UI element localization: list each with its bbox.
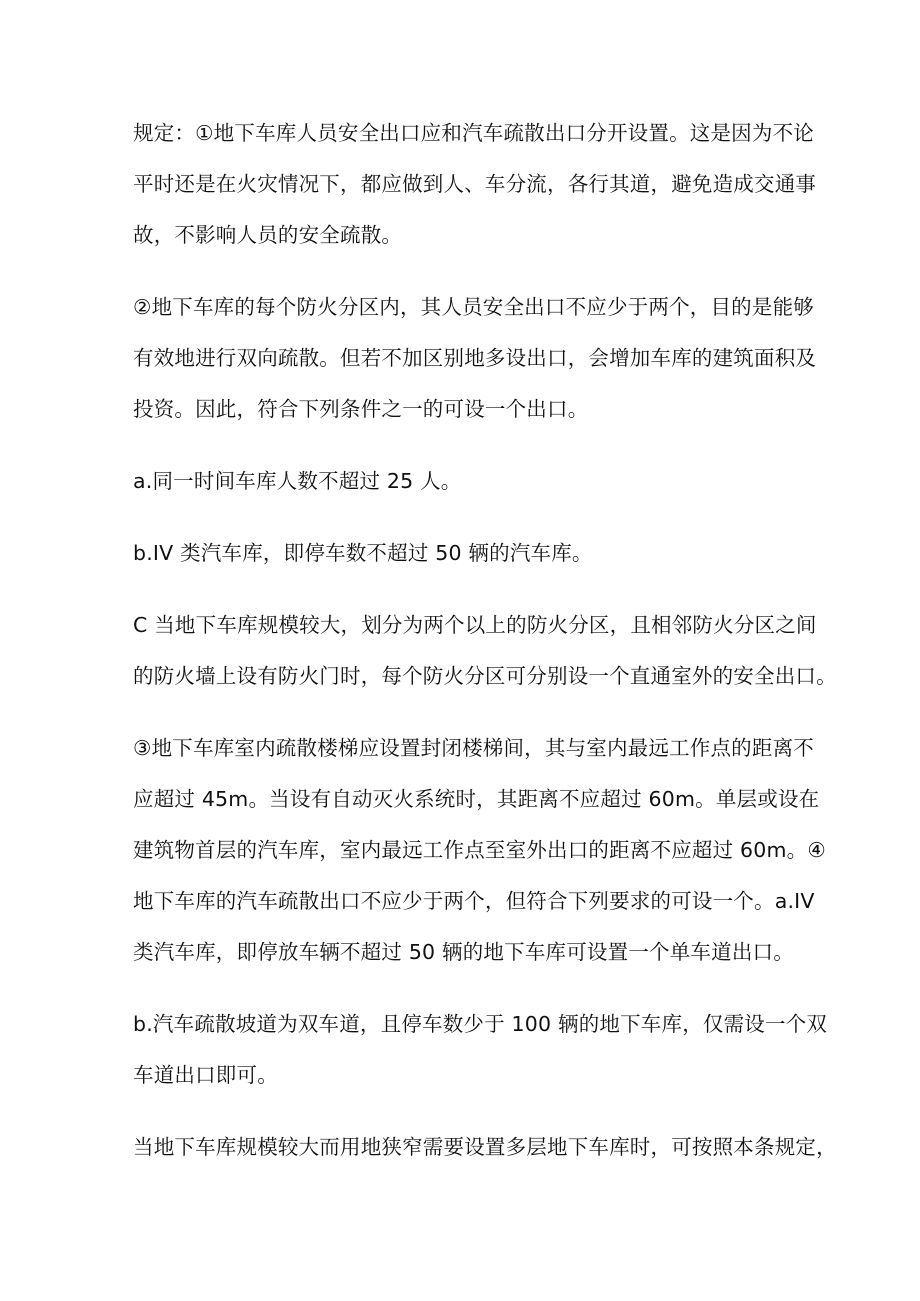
paragraph-exit-separation [133,108,817,261]
paragraph-multilevel [133,1122,837,1173]
text-line: a.同一时间车库人数不超过 25 人。 [133,469,462,493]
list-item-a [133,456,801,507]
paragraph-stairs-distance [133,723,826,978]
text-line: 建筑物首层的汽车库，室内最远工作点至室外出口的距离不应超过 60m。④ [133,838,826,862]
paragraph-exit-count [133,282,817,435]
text-line: C 当地下车库规模较大，划分为两个以上的防火分区，且相邻防火分区之间 [133,613,817,637]
text-line: ③地下车库室内疏散楼梯应设置封闭楼梯间，其与室内最远工作点的距离不 [133,736,814,760]
text-line: b.IV 类汽车库，即停车数不超过 50 辆的汽车库。 [133,541,593,565]
text-line: b.汽车疏散坡道为双车道，且停车数少于 100 辆的地下车库，仅需设一个双 [133,1012,828,1036]
text-line: 应超过 45m。当设有自动灭火系统时，其距离不应超过 60m。单层或设在 [133,787,820,811]
list-item-c [133,600,837,702]
text-line: 地下车库的汽车疏散出口不应少于两个，但符合下列要求的可设一个。a.IV [133,889,815,913]
text-line: 平时还是在火灾情况下，都应做到人、车分流，各行其道，避免造成交通事 [133,172,817,196]
text-line: 投资。因此，符合下列条件之一的可设一个出口。 [133,397,589,421]
list-item-b-ramp [133,999,828,1101]
text-line: 车道出口即可。 [133,1063,278,1087]
text-line: 的防火墙上设有防火门时，每个防火分区可分别设一个直通室外的安全出口。 [133,664,837,688]
text-line: 故，不影响人员的安全疏散。 [133,223,403,247]
text-line: ②地下车库的每个防火分区内，其人员安全出口不应少于两个，目的是能够 [133,295,814,319]
document-body [133,108,837,1194]
text-line: 类汽车库，即停放车辆不超过 50 辆的地下车库可设置一个单车道出口。 [133,940,794,964]
text-line: 有效地进行双向疏散。但若不加区别地多设出口，会增加车库的建筑面积及 [133,346,817,370]
text-line: 规定：①地下车库人员安全出口应和汽车疏散出口分开设置。这是因为不论 [133,121,814,145]
text-line: 当地下车库规模较大而用地狭窄需要设置多层地下车库时，可按照本条规定， [133,1135,837,1159]
list-item-b [133,528,801,579]
